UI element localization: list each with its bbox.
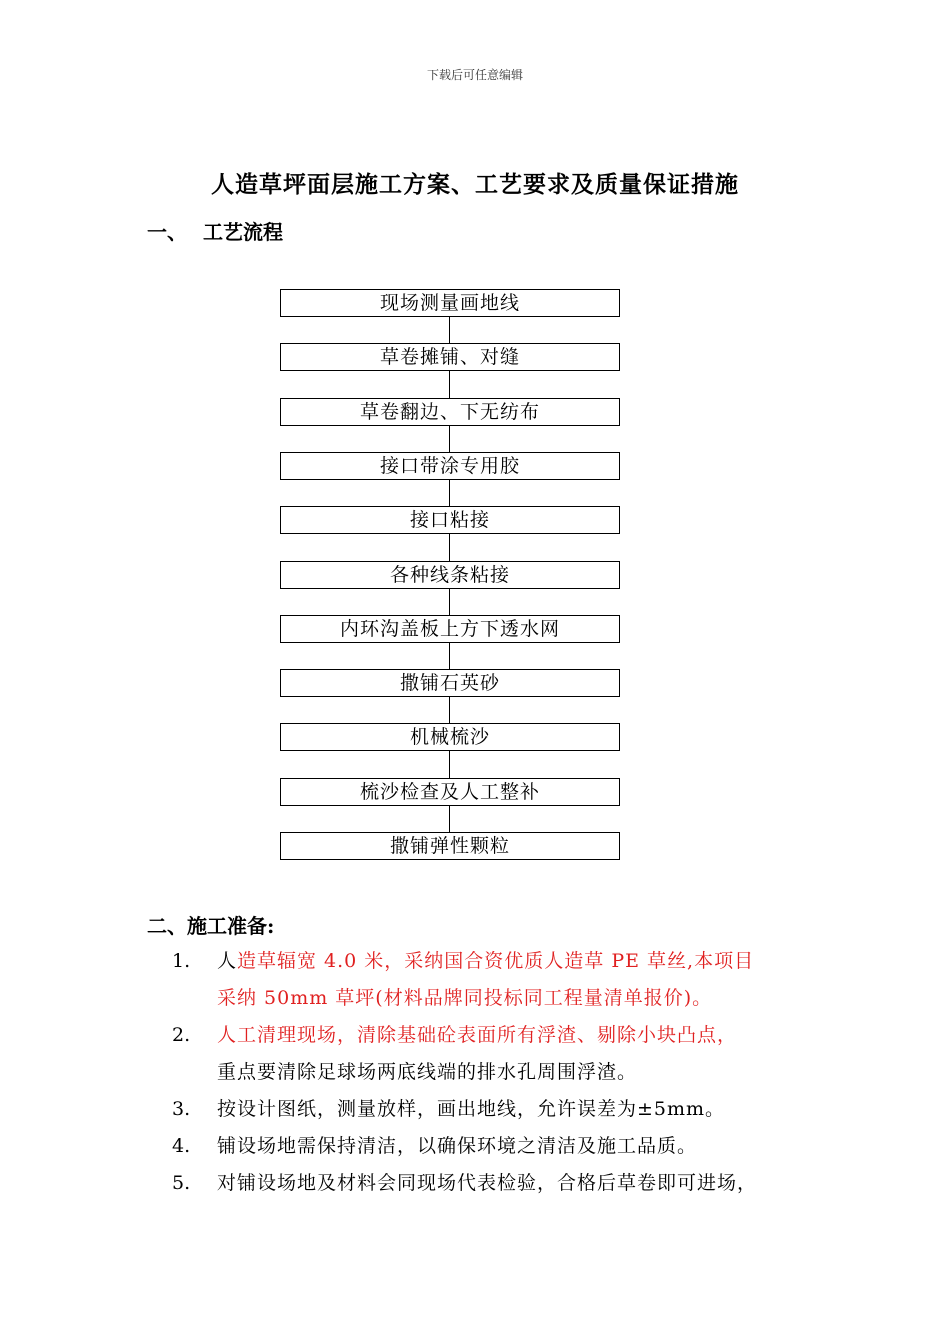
flow-step: 各种线条粘接 (280, 561, 620, 589)
flow-step: 撒铺石英砂 (280, 669, 620, 697)
text-black: 铺设场地需保持清洁，以确保环境之清洁及施工品质。 (217, 1135, 698, 1157)
flow-connector (449, 534, 450, 561)
section-heading-preparation: 二、施工准备: (147, 914, 275, 938)
text-black: 对铺设场地及材料会同现场代表检验，合格后草卷即可进场， (217, 1172, 758, 1194)
section-title: 工艺流程 (203, 220, 283, 244)
flow-step: 草卷翻边、下无纺布 (280, 398, 620, 426)
list-item-text (217, 1055, 817, 1089)
flow-step: 机械梳沙 (280, 723, 620, 751)
section-heading-process (147, 216, 283, 245)
list-item-text (217, 1166, 817, 1200)
flow-connector (449, 697, 450, 723)
list-item-number: 3. (172, 1098, 191, 1120)
list-item-text (217, 1018, 817, 1052)
flow-connector (449, 317, 450, 343)
document-title: 人造草坪面层施工方案、工艺要求及质量保证措施 (211, 171, 739, 198)
flow-connector (449, 426, 450, 452)
list-item-number: 1. (172, 950, 191, 972)
flow-step: 梳沙检查及人工整补 (280, 778, 620, 806)
flow-step: 撒铺弹性颗粒 (280, 832, 620, 860)
text-black: 按设计图纸，测量放样，画出地线，允许误差为±5mm。 (217, 1098, 726, 1120)
flow-connector (449, 480, 450, 506)
list-item-text (217, 1129, 817, 1163)
flow-step: 现场测量画地线 (280, 289, 620, 317)
list-item-number: 2. (172, 1024, 191, 1046)
flow-step: 草卷摊铺、对缝 (280, 343, 620, 371)
flow-connector (449, 751, 450, 778)
flow-step: 内环沟盖板上方下透水网 (280, 615, 620, 643)
list-item-text (217, 944, 817, 978)
flow-step: 接口带涂专用胶 (280, 452, 620, 480)
list-item-text (217, 981, 817, 1015)
text-red: 造草辐宽 4.0 米，采纳国合资优质人造草 PE 草丝,本项目 (237, 950, 755, 972)
list-item-number: 5. (172, 1172, 191, 1194)
text-red: 人工清理现场，清除基础砼表面所有浮渣、剔除小块凸点， (217, 1024, 738, 1046)
page-header: 下载后可任意编辑 (426, 68, 523, 82)
flow-connector (449, 806, 450, 832)
flow-connector (449, 643, 450, 669)
flow-connector (449, 589, 450, 615)
flow-step: 接口粘接 (280, 506, 620, 534)
list-item-number: 4. (172, 1135, 191, 1157)
text-red: 采纳 50mm 草坪(材料品牌同投标同工程量清单报价)。 (217, 987, 713, 1009)
section-number: 一、 (147, 220, 187, 244)
list-item-text (217, 1092, 817, 1126)
text-black: 人 (217, 950, 238, 972)
flow-connector (449, 371, 450, 398)
text-black: 重点要清除足球场两底线端的排水孔周围浮渣。 (217, 1061, 638, 1083)
